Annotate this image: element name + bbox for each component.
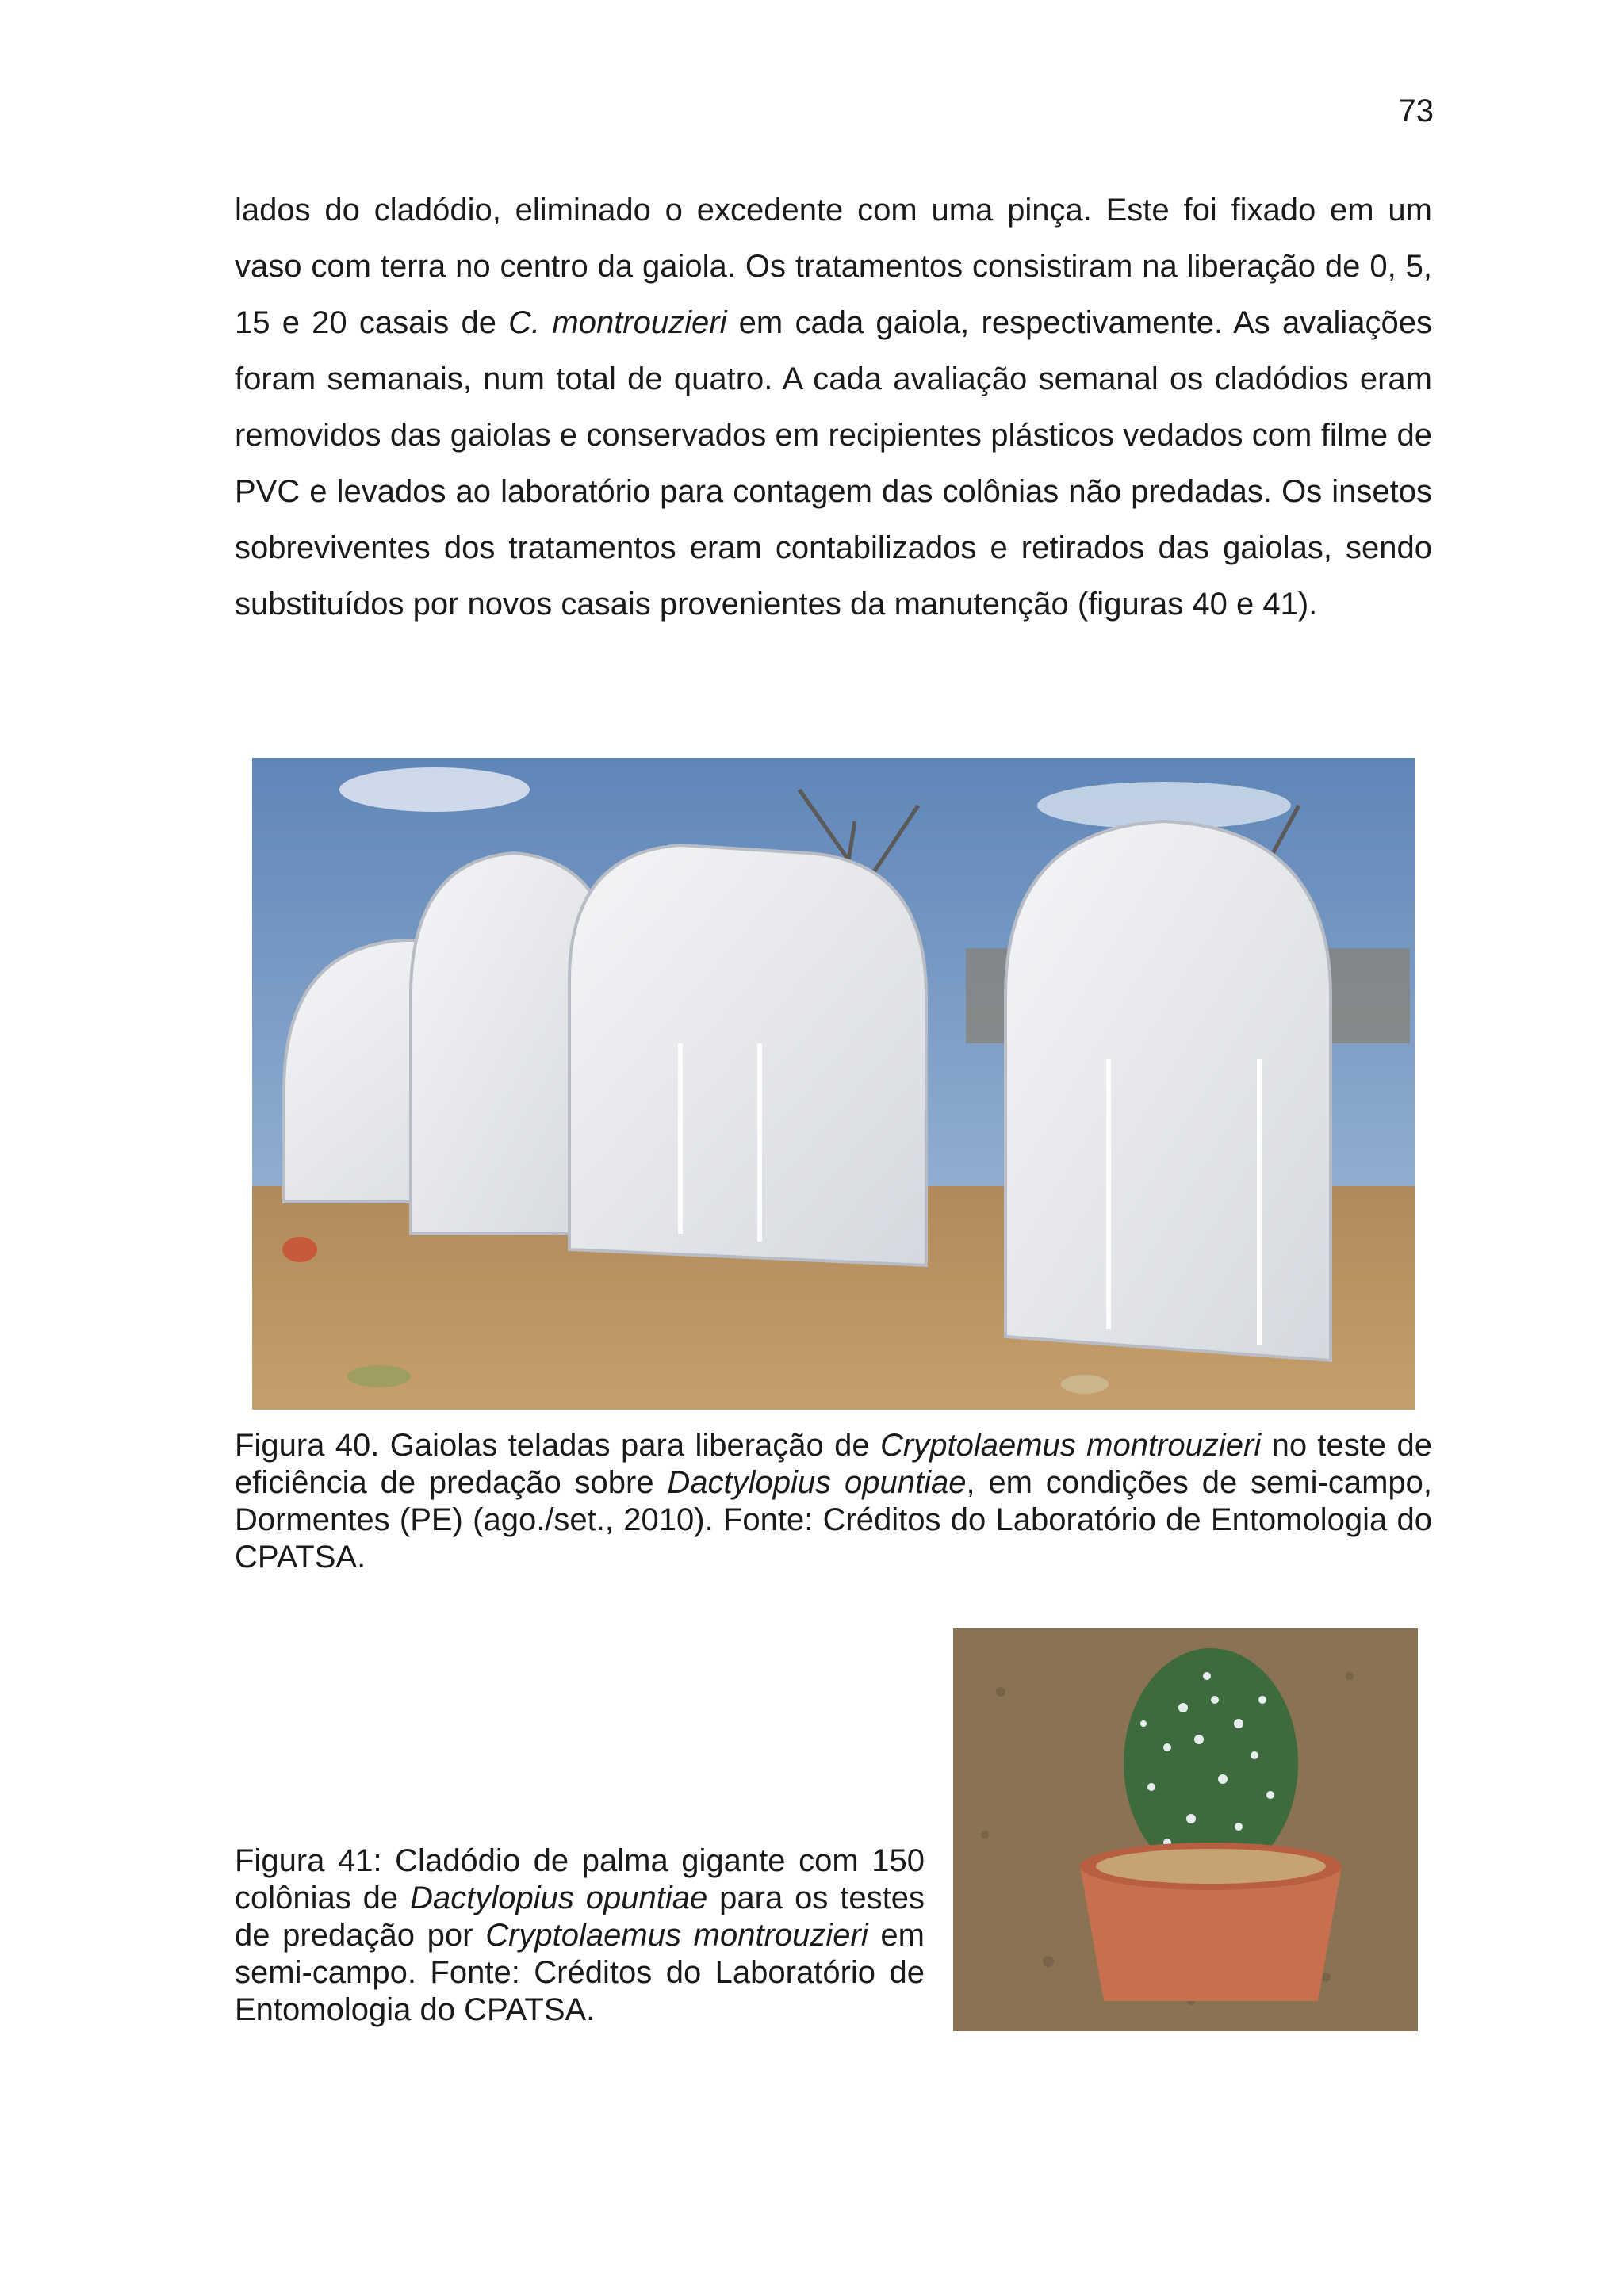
figure-40-photo <box>252 758 1415 1410</box>
italic-text-run: C. montrouzieri <box>508 305 727 340</box>
figure-41-photo <box>953 1628 1418 2031</box>
italic-text-run: Dactylopius opuntiae <box>410 1881 708 1915</box>
body-paragraph <box>235 182 1432 633</box>
text-run: Figura 41: Cladódio de palma gigante com 150 colônias de <box>235 1843 925 1915</box>
figure-41-caption <box>235 1843 925 2029</box>
text-run: no teste de eficiência de predação sobre <box>235 1428 1433 1500</box>
text-run: para os testes de predação por <box>235 1881 925 1953</box>
text-run: lados do cladódio, eliminado o excedente com uma pinça. Este foi fixado em um vaso com terra no centro da gaiola. Os tratamentos consistiram na liberação de 0, 5, 15 e 20 casais de <box>235 193 1432 340</box>
italic-text-run: Dactylopius opuntiae <box>667 1465 967 1500</box>
italic-text-run: Cryptolaemus montrouzieri <box>880 1428 1262 1463</box>
italic-text-run: Cryptolaemus montrouzieri <box>485 1918 868 1953</box>
text-run: em cada gaiola, respectivamente. As avaliações foram semanais, num total de quatro. A cada avaliação semanal os cladódios eram removidos das gaiolas e conservados em recipientes plásticos vedados com filme de PVC e levados ao laboratório para contagem das colônias não predadas. Os insetos sobreviventes dos tratamentos eram contabilizados e retirados das gaiolas, sendo substituídos por novos casais provenientes da manutenção (figuras 40 e 41). <box>235 305 1432 622</box>
page-number: 73 <box>1398 94 1434 128</box>
text-run: Figura 40. Gaiolas teladas para liberação de <box>235 1428 881 1463</box>
text-run: , em condições de semi-campo, Dormentes (PE) (ago./set., 2010). Fonte: Créditos do Laboratório de Entomologia do CPATSA. <box>235 1465 1432 1575</box>
figure-40-caption <box>235 1427 1432 1576</box>
text-run: em semi-campo. Fonte: Créditos do Laboratório de Entomologia do CPATSA. <box>235 1918 925 2027</box>
